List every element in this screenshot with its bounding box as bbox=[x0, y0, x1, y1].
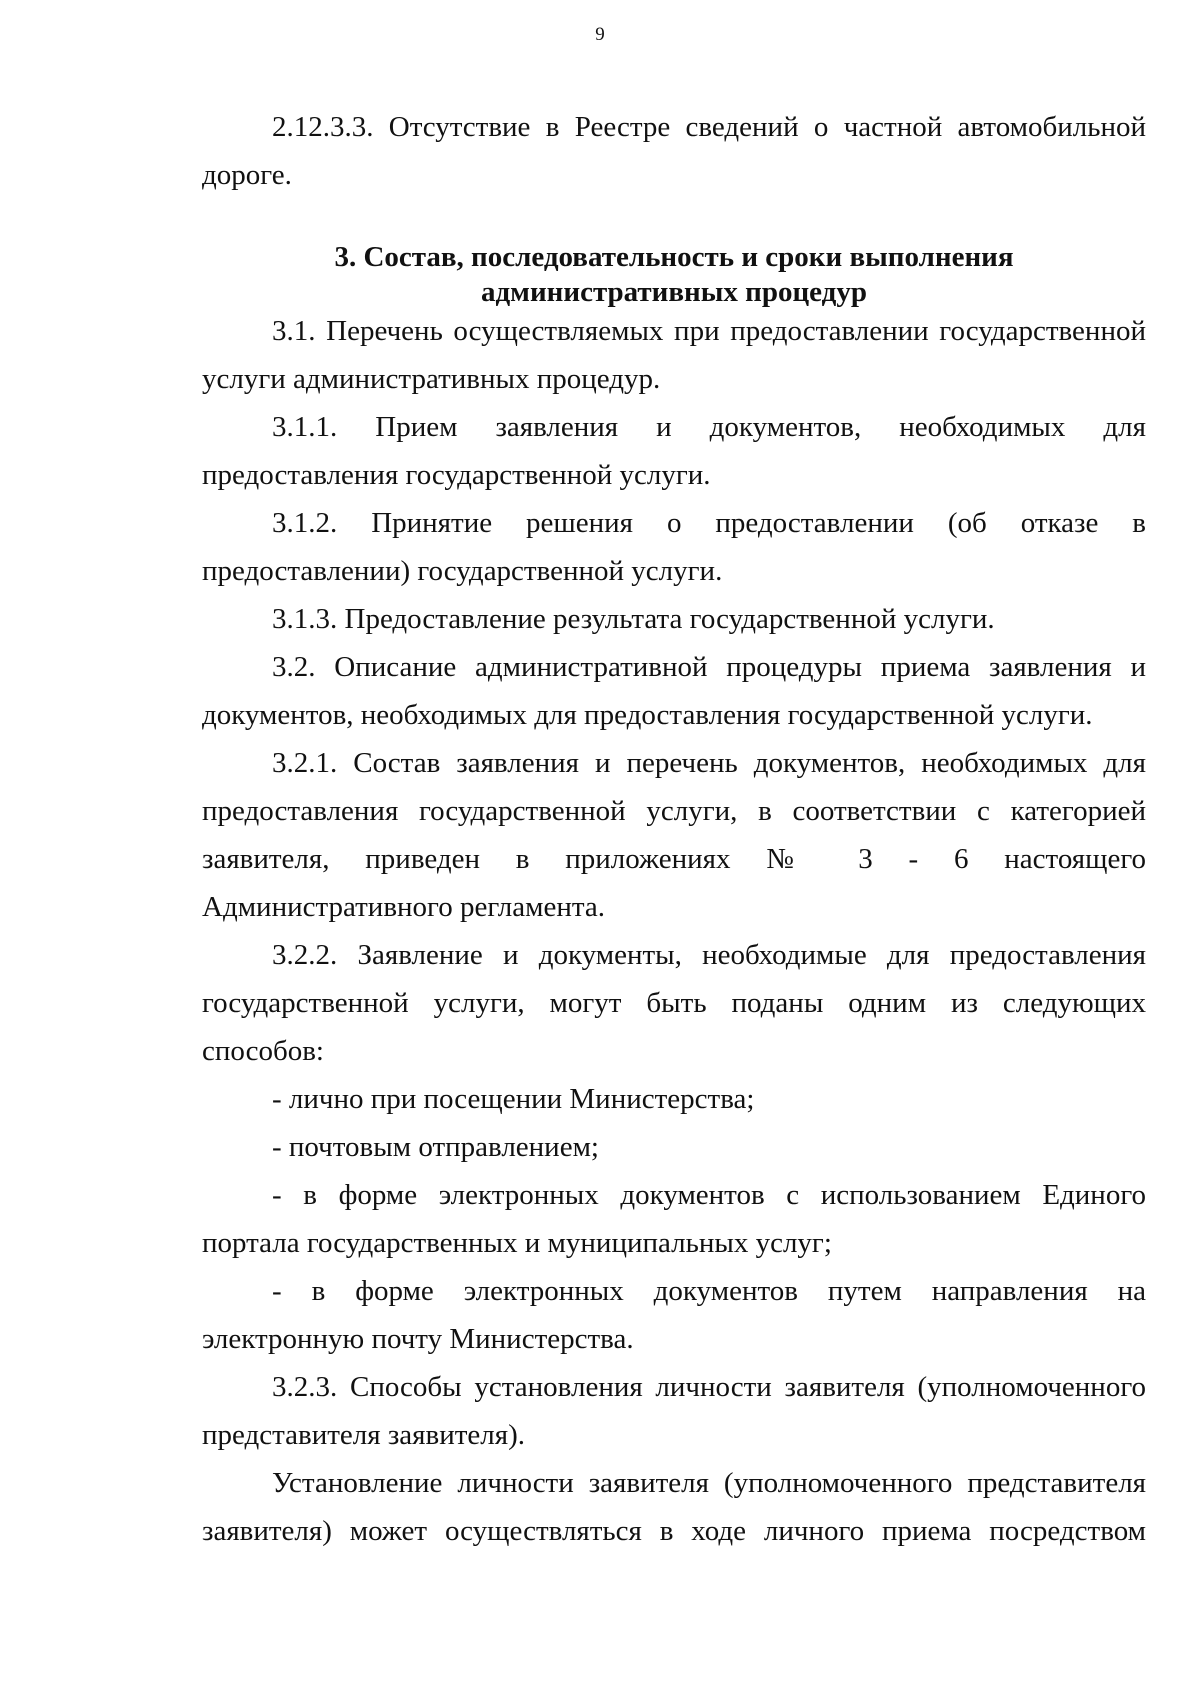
section-heading bbox=[202, 240, 1146, 310]
list-item-unified-portal: - в форме электронных документов с использованием Единого портала государственных и муниципальных услуг; bbox=[202, 1179, 1146, 1259]
paragraph-3-1-2: 3.1.2. Принятие решения о предоставлении (об отказе в предоставлении) государственной услуги. bbox=[202, 507, 1146, 587]
paragraph-3-2: 3.2. Описание административной процедуры приема заявления и документов, необходимых для предоставления государственной услуги. bbox=[202, 651, 1146, 731]
page-number: 9 bbox=[595, 24, 605, 45]
section-heading-line-1: 3. Состав, последовательность и сроки выполнения bbox=[334, 241, 1014, 273]
paragraph-3-1: 3.1. Перечень осуществляемых при предоставлении государственной услуги административных процедур. bbox=[202, 315, 1146, 395]
list-item-postal: - почтовым отправлением; bbox=[272, 1131, 599, 1163]
top-paragraph-block bbox=[202, 103, 1146, 199]
section-heading-line-2: административных процедур bbox=[481, 276, 867, 308]
list-item-in-person: - лично при посещении Министерства; bbox=[272, 1083, 755, 1115]
paragraph-3-2-2: 3.2.2. Заявление и документы, необходимые для предоставления государственной услуги, могут быть поданы одним из следующих способов: bbox=[202, 939, 1146, 1067]
paragraph-2-12-3-3: 2.12.3.3. Отсутствие в Реестре сведений о частной автомобильной дороге. bbox=[202, 111, 1146, 191]
paragraph-3-1-3: 3.1.3. Предоставление результата государственной услуги. bbox=[272, 603, 995, 635]
paragraph-3-1-1: 3.1.1. Прием заявления и документов, необходимых для предоставления государственной услуги. bbox=[202, 411, 1146, 491]
paragraph-3-2-1: 3.2.1. Состав заявления и перечень документов, необходимых для предоставления государственной услуги, в соответствии с категорией заявителя, приведен в приложениях № 3 - 6 настоящего Административного регламента. bbox=[202, 747, 1146, 923]
body-text bbox=[202, 307, 1146, 1555]
paragraph-3-2-3: 3.2.3. Способы установления личности заявителя (уполномоченного представителя заявителя). bbox=[202, 1371, 1146, 1451]
paragraph-identity-verification: Установление личности заявителя (уполномоченного представителя заявителя) может осуществляться в ходе личного приема посредством bbox=[202, 1467, 1146, 1547]
list-item-email: - в форме электронных документов путем направления на электронную почту Министерства. bbox=[202, 1275, 1146, 1355]
